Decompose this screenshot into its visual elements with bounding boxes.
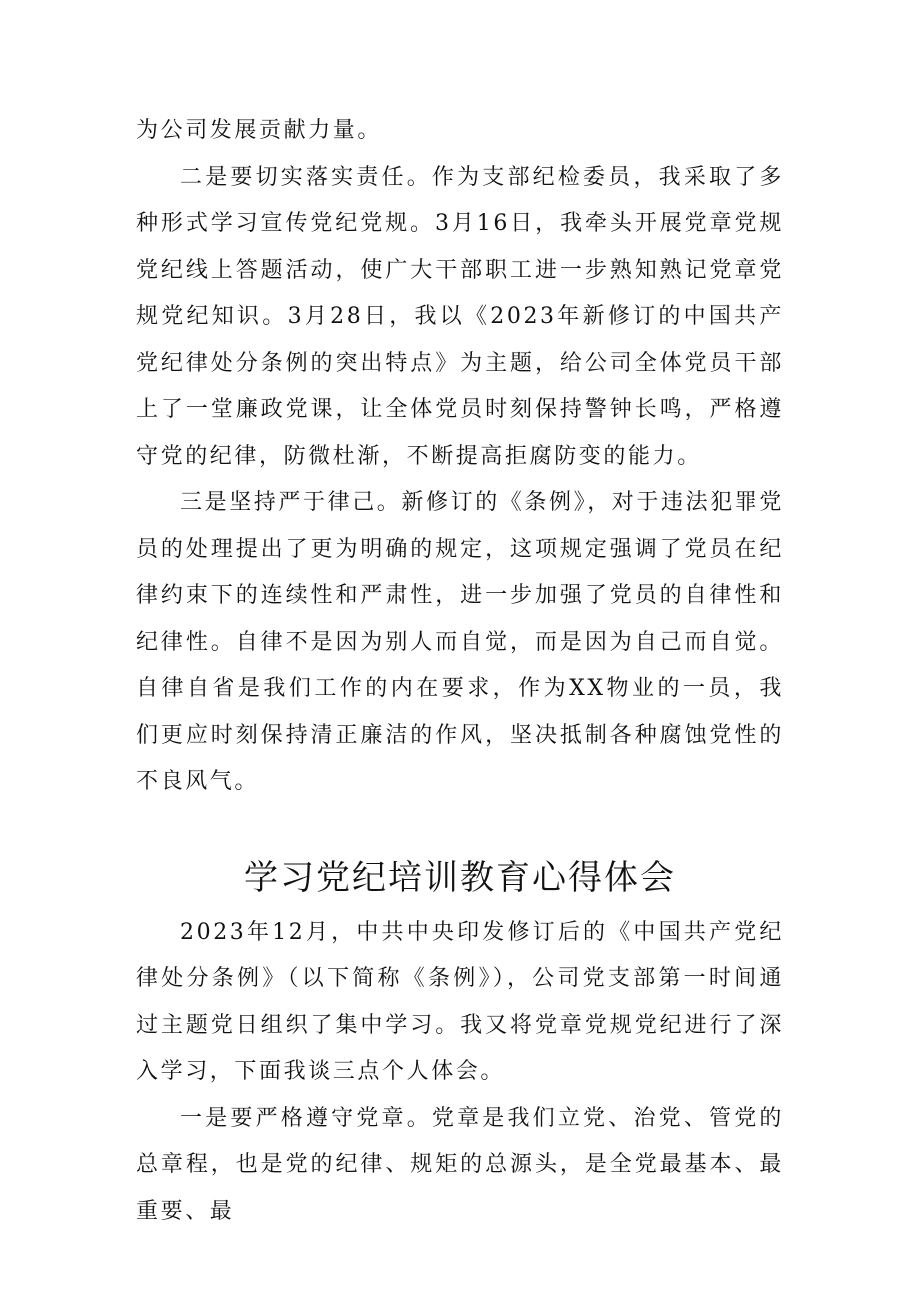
section-title: 学习党纪培训教育心得体会	[244, 857, 676, 898]
paragraph-responsibility: 二是要切实落实责任。作为支部纪检委员，我采取了多种形式学习宣传党纪党规。3月16日，我牵头开展党章党规党纪线上答题活动，使广大干部职工进一步熟知熟记党章党规党纪知识。3月28日，我以《2023年新修订的中国共产党纪律处分条例的突出特点》为主题，给公司全体党员干部上了一堂廉政党课，让全体党员时刻保持警钟长鸣，严格遵守党的纪律，防微杜渐，不断提高拒腐防变的能力。	[136, 164, 784, 469]
document-body	[136, 108, 784, 1235]
paragraph-intro: 2023年12月，中共中央印发修订后的《中国共产党纪律处分条例》（以下简称《条例》），公司党支部第一时间通过主题党日组织了集中学习。我又将党章党规党纪进行了深入学习，下面我谈三点个人体会。	[136, 919, 784, 1084]
paragraph-party-constitution: 一是要严格遵守党章。党章是我们立党、治党、管党的总章程，也是党的纪律、规矩的总源头，是全党最基本、最重要、最	[136, 1105, 784, 1224]
continuation-paragraph: 为公司发展贡献力量。	[136, 118, 383, 143]
paragraph-self-discipline: 三是坚持严于律己。新修订的《条例》，对于违法犯罪党员的处理提出了更为明确的规定，这项规定强调了党员在纪律约束下的连续性和严肃性，进一步加强了党员的自律性和纪律性。自律不是因为别人而自觉，而是因为自己而自觉。自律自省是我们工作的内在要求，作为XX物业的一员，我们更应时刻保持清正廉洁的作风，坚决抵制各种腐蚀党性的不良风气。	[136, 490, 785, 794]
